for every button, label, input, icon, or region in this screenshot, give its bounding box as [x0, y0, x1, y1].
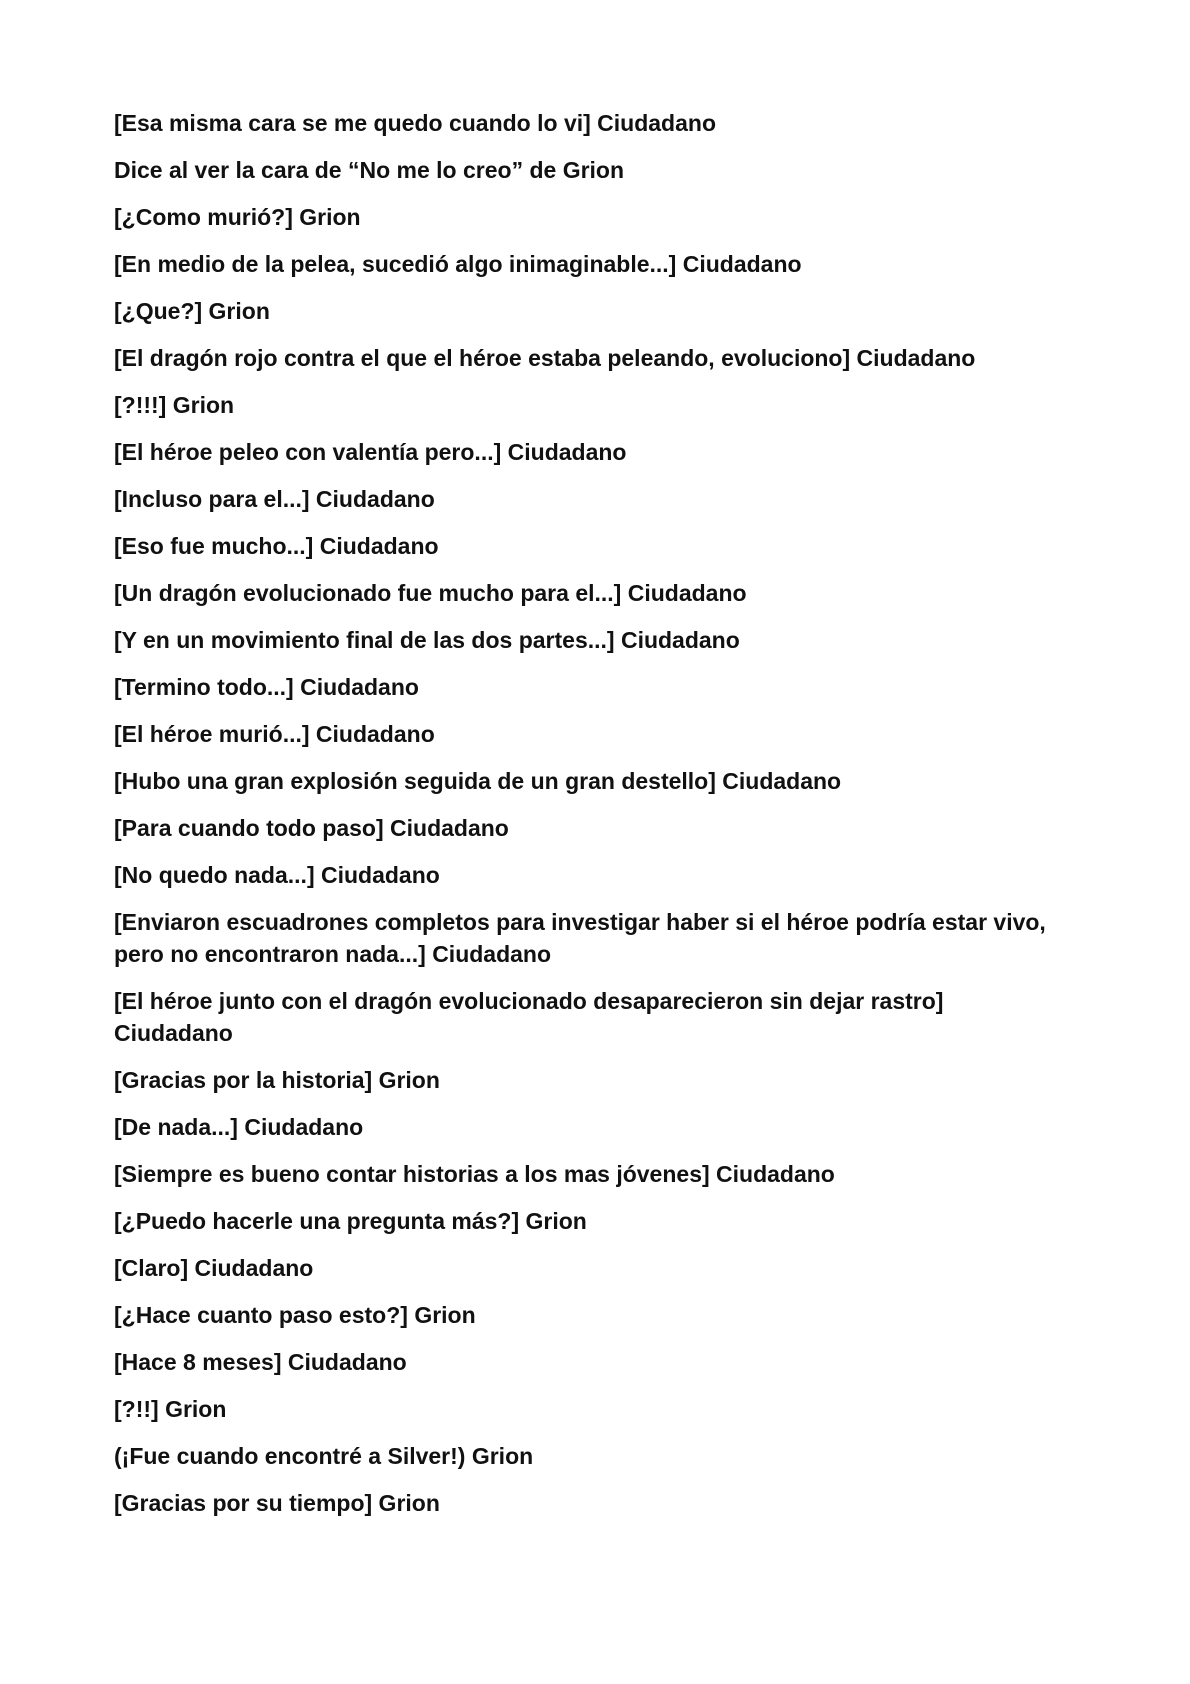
dialogue-line: [El héroe murió...] Ciudadano — [114, 721, 435, 747]
dialogue-line: [Eso fue mucho...] Ciudadano — [114, 533, 439, 559]
dialogue-line: [El dragón rojo contra el que el héroe estaba peleando, evoluciono] Ciudadano — [114, 345, 976, 371]
dialogue-line: [Hubo una gran explosión seguida de un gran destello] Ciudadano — [114, 768, 842, 794]
dialogue-line: [El héroe peleo con valentía pero...] Ciudadano — [114, 439, 627, 465]
dialogue-line: [Enviaron escuadrones completos para investigar haber si el héroe podría estar vivo, pero no encontraron nada...] Ciudadano — [114, 909, 1046, 967]
dialogue-line: [Siempre es bueno contar historias a los mas jóvenes] Ciudadano — [114, 1161, 835, 1187]
dialogue-line: [¿Hace cuanto paso esto?] Grion — [114, 1302, 476, 1328]
dialogue-line: [El héroe junto con el dragón evolucionado desaparecieron sin dejar rastro] Ciudadano — [114, 988, 944, 1046]
thought-line: (¡Fue cuando encontré a Silver!) Grion — [114, 1443, 534, 1469]
dialogue-line: [Para cuando todo paso] Ciudadano — [114, 815, 509, 841]
dialogue-line: [Claro] Ciudadano — [114, 1255, 314, 1281]
dialogue-text-block — [114, 107, 1054, 1534]
dialogue-line: [¿Como murió?] Grion — [114, 204, 361, 230]
dialogue-line: [¿Que?] Grion — [114, 298, 270, 324]
dialogue-line: [Y en un movimiento final de las dos partes...] Ciudadano — [114, 627, 740, 653]
dialogue-line: [?!!!] Grion — [114, 392, 235, 418]
dialogue-line: [Gracias por su tiempo] Grion — [114, 1490, 440, 1516]
dialogue-line: [¿Puedo hacerle una pregunta más?] Grion — [114, 1208, 587, 1234]
dialogue-line: [Termino todo...] Ciudadano — [114, 674, 419, 700]
narration-line: Dice al ver la cara de “No me lo creo” de Grion — [114, 157, 625, 183]
dialogue-line: [De nada...] Ciudadano — [114, 1114, 364, 1140]
dialogue-line: [Un dragón evolucionado fue mucho para el...] Ciudadano — [114, 580, 747, 606]
dialogue-line: [Gracias por la historia] Grion — [114, 1067, 440, 1093]
dialogue-line: [Esa misma cara se me quedo cuando lo vi] Ciudadano — [114, 110, 716, 136]
dialogue-line: [Incluso para el...] Ciudadano — [114, 486, 435, 512]
dialogue-line: [?!!] Grion — [114, 1396, 227, 1422]
dialogue-line: [No quedo nada...] Ciudadano — [114, 862, 440, 888]
dialogue-line: [En medio de la pelea, sucedió algo inimaginable...] Ciudadano — [114, 251, 802, 277]
dialogue-line: [Hace 8 meses] Ciudadano — [114, 1349, 407, 1375]
